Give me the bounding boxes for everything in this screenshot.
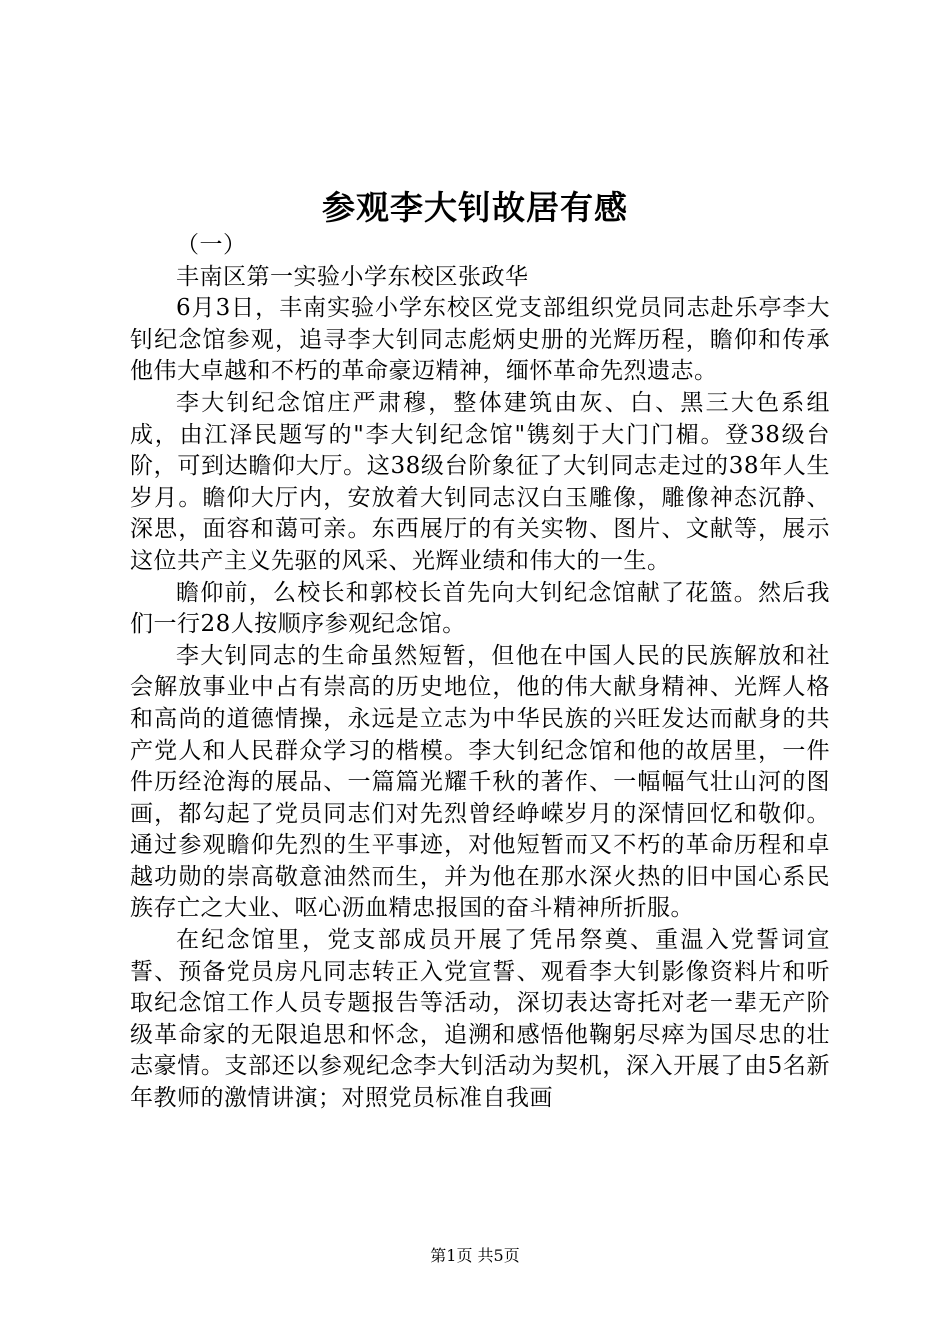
paragraph-section-number: （一） <box>176 232 247 258</box>
page-footer: 第1页 共5页 <box>430 1246 520 1265</box>
paragraph: 在纪念馆里，党支部成员开展了凭吊祭奠、重温入党誓词宣誓、预备党员房凡同志转正入党宣誓、观看李大钊影像资料片和听取纪念馆工作人员专题报告等活动，深切表达寄托对老一辈无产阶级革命家的无限追思和怀念，追溯和感悟他鞠躬尽瘁为国尽忠的壮志豪情。支部还以参观纪念李大钊活动为契机，深入开展了由5名新年教师的激情讲演；对照党员标准自我画 <box>130 927 830 1112</box>
paragraph: 李大钊同志的生命虽然短暂，但他在中国人民的民族解放和社会解放事业中占有崇高的历史地位，他的伟大献身精神、光辉人格和高尚的道德情操，永远是立志为中华民族的兴旺发达而献身的共产党人和人民群众学习的楷模。李大钊纪念馆和他的故居里，一件件历经沧海的展品、一篇篇光耀千秋的著作、一幅幅气壮山河的图画，都勾起了党员同志们对先烈曾经峥嵘岁月的深情回忆和敬仰。通过参观瞻仰先烈的生平事迹，对他短暂而又不朽的革命历程和卓越功勋的崇高敬意油然而生，并为他在那水深火热的旧中国心系民族存亡之大业、呕心沥血精忠报国的奋斗精神所折服。 <box>130 642 830 922</box>
paragraph-author: 丰南区第一实验小学东校区张政华 <box>176 263 529 290</box>
document-body <box>130 230 830 1115</box>
paragraph: 6月3日，丰南实验小学东校区党支部组织党员同志赴乐亭李大钊纪念馆参观，追寻李大钊同志彪炳史册的光辉历程，瞻仰和传承他伟大卓越和不朽的革命豪迈精神，缅怀革命先烈遗志。 <box>130 295 830 385</box>
paragraph: 瞻仰前，么校长和郭校长首先向大钊纪念馆献了花篮。然后我们一行28人按顺序参观纪念馆。 <box>130 579 830 638</box>
document-title: 参观李大钊故居有感 <box>322 188 628 227</box>
paragraph: 李大钊纪念馆庄严肃穆，整体建筑由灰、白、黑三大色系组成，由江泽民题写的"李大钊纪念馆"镌刻于大门门楣。登38级台阶，可到达瞻仰大厅。这38级台阶象征了大钊同志走过的38年人生岁月。瞻仰大厅内，安放着大钊同志汉白玉雕像，雕像神态沉静、深思，面容和蔼可亲。东西展厅的有关实物、图片、文献等，展示这位共产主义先驱的风采、光辉业绩和伟大的一生。 <box>130 389 830 574</box>
